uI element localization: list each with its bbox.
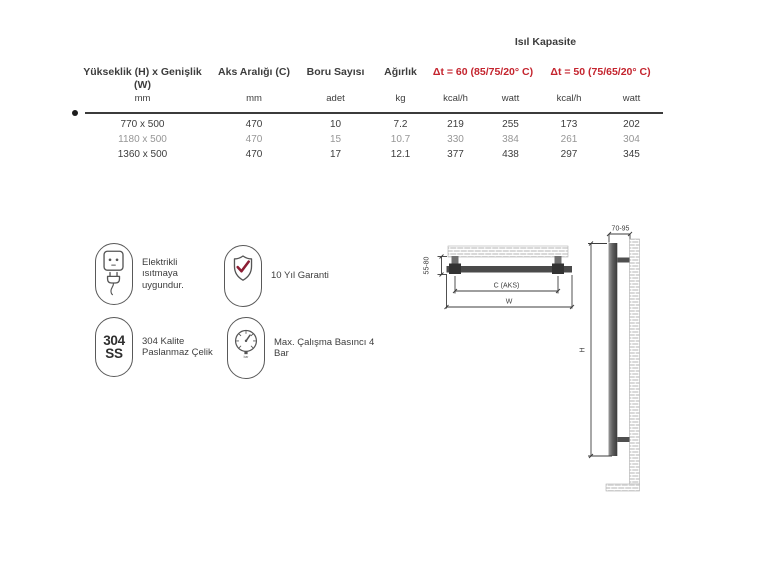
col-header-dt50: Δt = 50 (75/65/20° C)	[550, 66, 651, 78]
wall-bracket-bottom	[617, 437, 629, 442]
gauge-unit-label: bar	[243, 355, 249, 360]
feature-text-electric: Elektrikli ısıtmaya uygundur.	[142, 256, 184, 291]
radiator-top-view	[424, 246, 575, 309]
cell-dt60-watt: 438	[502, 149, 519, 160]
cell-dt60-watt: 384	[502, 134, 519, 145]
table-row	[75, 132, 663, 147]
feature-item-electric	[95, 243, 200, 305]
cell-weight: 10.7	[390, 134, 411, 145]
cell-dt50-watt: 304	[623, 134, 640, 145]
unit-watt: watt	[622, 93, 641, 104]
dim-label-height: H	[579, 347, 587, 353]
section-title-isil-kapasite: Isıl Kapasite	[514, 36, 577, 48]
cell-dt50-kcal: 261	[560, 134, 578, 145]
cell-pipes: 17	[329, 149, 342, 160]
unit-kcal-h: kcal/h	[556, 93, 582, 104]
dim-label-wall-distance: 70-95	[611, 225, 630, 233]
col-header-axis-spacing: Aks Aralığı (C)	[218, 66, 290, 78]
unit-mm: mm	[246, 93, 262, 104]
bracket-foot-left	[449, 264, 461, 275]
dim-label-axis-spacing: C (AKS)	[493, 282, 520, 290]
cell-dt50-kcal: 173	[560, 119, 578, 130]
cell-dt60-watt: 255	[502, 119, 519, 130]
feature-item-stainless	[95, 317, 222, 377]
cell-dt50-watt: 345	[623, 149, 640, 160]
feature-text-warranty: 10 Yıl Garanti	[271, 270, 329, 282]
dim-label-width: W	[505, 298, 513, 306]
badge-ss: SS	[105, 346, 123, 361]
technical-drawing	[415, 215, 655, 505]
unit-kcal-h: kcal/h	[443, 93, 468, 104]
stainless-badge	[95, 317, 133, 377]
col-header-dt60: Δt = 60 (85/75/20° C)	[432, 66, 534, 78]
cell-axis: 470	[245, 134, 263, 145]
table-row	[75, 117, 663, 132]
cell-size: 1180 x 500	[118, 134, 167, 145]
cell-weight: 7.2	[393, 119, 408, 130]
cell-dt60-kcal: 219	[447, 119, 464, 130]
bracket-foot-right	[552, 264, 564, 275]
spec-table	[75, 36, 663, 162]
unit-adet: adet	[326, 93, 345, 104]
unit-kg: kg	[395, 93, 406, 104]
floor-hatch	[606, 484, 640, 491]
unit-watt: watt	[501, 93, 520, 104]
badge-304: 304	[103, 332, 125, 348]
cell-pipes: 10	[329, 119, 342, 130]
wall-hatch-side-view	[630, 239, 640, 484]
cell-dt50-watt: 202	[623, 119, 640, 130]
cell-axis: 470	[245, 149, 263, 160]
cell-dt50-kcal: 297	[560, 149, 578, 160]
plug-icon	[95, 243, 133, 305]
cell-pipes: 15	[329, 134, 342, 145]
divider-line	[85, 112, 663, 114]
unit-mm: mm	[134, 93, 151, 104]
feature-item-warranty	[224, 245, 351, 307]
col-header-weight: Ağırlık	[384, 66, 417, 78]
dim-wall-distance	[607, 232, 632, 243]
dim-standoff	[438, 255, 448, 277]
radiator-panel	[609, 243, 618, 456]
table-row	[75, 147, 663, 162]
wall-hatch-top-view	[448, 246, 568, 257]
cell-size: 770 x 500	[120, 119, 165, 130]
cell-weight: 12.1	[390, 149, 411, 160]
wall-bracket-top	[617, 258, 629, 263]
dim-height	[588, 242, 612, 459]
cell-dt60-kcal: 377	[447, 149, 464, 160]
col-header-pipe-count: Boru Sayısı	[306, 66, 365, 78]
table-body	[75, 117, 663, 162]
shield-check-icon	[224, 245, 262, 307]
feature-text-stainless: 304 Kalite Paslanmaz Çelik	[142, 335, 213, 358]
divider-bullet	[72, 110, 78, 116]
radiator-side-view	[580, 226, 640, 492]
cell-dt60-kcal: 330	[447, 134, 464, 145]
feature-item-pressure	[227, 317, 379, 379]
feature-text-pressure: Max. Çalışma Basıncı 4 Bar	[274, 336, 375, 359]
col-header-height-width: Yükseklik (H) x Genişlik (W)	[83, 66, 202, 91]
pressure-gauge-icon	[227, 317, 265, 379]
dim-label-standoff: 55-80	[423, 256, 431, 275]
cell-axis: 470	[245, 119, 263, 130]
cell-size: 1360 x 500	[117, 149, 168, 160]
